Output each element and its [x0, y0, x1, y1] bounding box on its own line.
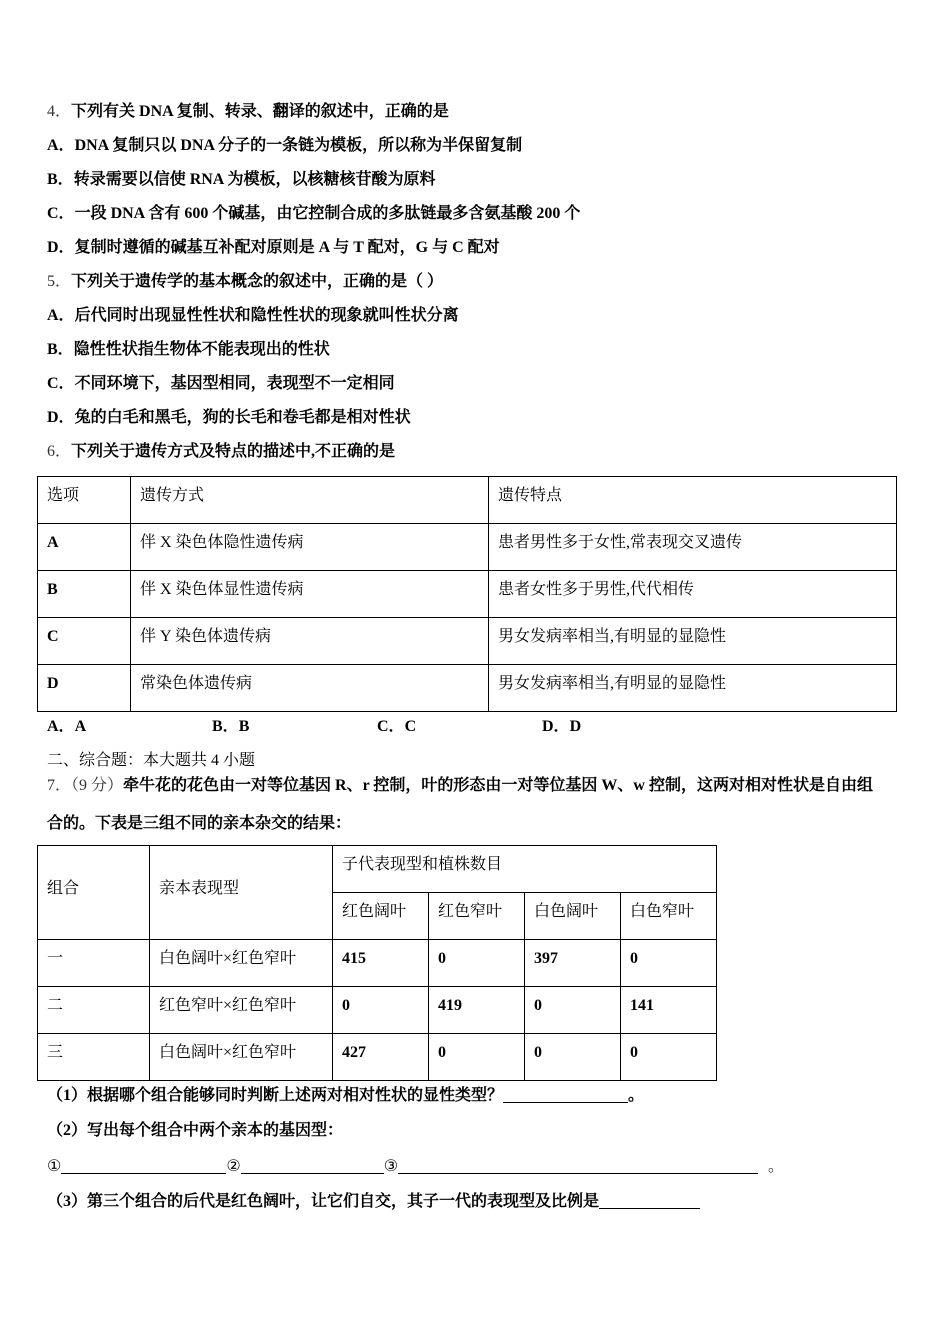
- q6-options: [47, 717, 707, 737]
- option-text: A: [74, 718, 87, 735]
- q5-option-d: [47, 408, 411, 428]
- sub-question-label: （3）: [47, 1193, 88, 1210]
- table-cell-mode: 伴 Y 染色体遗传病: [131, 618, 489, 665]
- table-cell-feature: 患者男性多于女性,常表现交叉遗传: [489, 524, 897, 571]
- question-7-line-2: 合的。下表是三组不同的亲本杂交的结果：: [47, 815, 352, 832]
- option-label: D．: [47, 409, 75, 426]
- header-cell-feature: 遗传特点: [489, 477, 897, 524]
- table-cell-option: C: [38, 618, 131, 665]
- option-text: C: [404, 718, 417, 735]
- option-label: B．: [212, 718, 239, 735]
- option-text: 转录需要以信使 RNA 为模板，以核糖核苷酸为原料: [73, 171, 436, 188]
- table-header-row: [38, 477, 897, 524]
- sub-question-text: 第三个组合的后代是红色阔叶，让它们自交，其子一代的表现型及比例是: [87, 1193, 600, 1210]
- table-row: [38, 1034, 717, 1081]
- question-4: [47, 102, 449, 122]
- option-text: 一段 DNA 含有 600 个碱基，由它控制合成的多肽链最多含氨基酸 200 个: [74, 205, 581, 222]
- answer-blank: [398, 1158, 758, 1174]
- table-cell-option: D: [38, 665, 131, 712]
- section-title: 二、综合题：本大题共 4 小题: [47, 752, 256, 769]
- sub-question-label: （1）: [47, 1087, 88, 1104]
- table-row: [38, 940, 717, 987]
- question-stem: 下列关于遗传学的基本概念的叙述中，正确的是（ ）: [71, 273, 444, 290]
- q4-option-c: [47, 204, 580, 224]
- q5-option-b: [47, 340, 330, 360]
- table-cell-count: 415: [333, 940, 429, 987]
- answer-mark-3: ③: [383, 1158, 399, 1175]
- q6-option-a: [47, 717, 212, 737]
- header-cell-phenotype: 红色阔叶: [333, 893, 429, 940]
- q4-option-d: [47, 238, 500, 258]
- table-cell-mode: 常染色体遗传病: [131, 665, 489, 712]
- answer-blank: [241, 1158, 384, 1174]
- table-cell-count: 397: [525, 940, 621, 987]
- table-cell-group: 二: [38, 987, 150, 1034]
- sub-question-text: 写出每个组合中两个亲本的基因型：: [87, 1122, 344, 1139]
- table-cell-option: A: [38, 524, 131, 571]
- option-text: 隐性性状指生物体不能表现出的性状: [73, 341, 330, 358]
- option-label: C．: [377, 718, 405, 735]
- answer-mark-1: ①: [47, 1158, 62, 1175]
- q6-option-b: [212, 717, 377, 737]
- sub-question-end: 。: [628, 1087, 645, 1104]
- question-6: [47, 442, 395, 462]
- question-stem: 下列关于遗传方式及特点的描述中,不正确的是: [71, 443, 396, 460]
- table-cell-parents: 白色阔叶×红色窄叶: [150, 940, 333, 987]
- table-cell-count: 427: [333, 1034, 429, 1081]
- question-7-line-1: [47, 776, 873, 796]
- q5-option-a: [47, 306, 459, 326]
- answer-blank: [61, 1158, 226, 1174]
- question-stem: 牵牛花的花色由一对等位基因 R、r 控制，叶的形态由一对等位基因 W、w 控制，这两对相对性状是自由组: [123, 777, 873, 794]
- table-cell-parents: 红色窄叶×红色窄叶: [150, 987, 333, 1034]
- option-text: 兔的白毛和黑毛，狗的长毛和卷毛都是相对性状: [74, 409, 411, 426]
- option-label: A．: [47, 718, 75, 735]
- inheritance-table: [37, 476, 897, 712]
- table-cell-count: 0: [525, 1034, 621, 1081]
- option-text: 不同环境下，基因型相同，表现型不一定相同: [74, 375, 395, 392]
- table-cell-count: 0: [333, 987, 429, 1034]
- option-label: C．: [47, 205, 75, 222]
- option-text: DNA 复制只以 DNA 分子的一条链为模板，所以称为半保留复制: [74, 137, 523, 154]
- table-cell-count: 0: [429, 940, 525, 987]
- q5-option-c: [47, 374, 395, 394]
- answers-end: 。: [768, 1158, 785, 1175]
- header-cell-phenotype: 红色窄叶: [429, 893, 525, 940]
- table-cell-count: 0: [621, 940, 717, 987]
- table-cell-feature: 男女发病率相当,有明显的显隐性: [489, 665, 897, 712]
- option-text: 后代同时出现显性性状和隐性性状的现象就叫性状分离: [74, 307, 459, 324]
- table-row: [38, 618, 897, 665]
- header-cell-option: 选项: [38, 477, 131, 524]
- option-label: B．: [47, 341, 74, 358]
- question-number: 7．: [47, 777, 72, 794]
- table-cell-count: 141: [621, 987, 717, 1034]
- table-row: [38, 987, 717, 1034]
- answer-blank: [599, 1193, 700, 1209]
- table-cell-count: 419: [429, 987, 525, 1034]
- header-cell-parents: 亲本表现型: [150, 846, 333, 940]
- question-stem: 下列有关 DNA 复制、转录、翻译的叙述中，正确的是: [71, 103, 449, 120]
- header-cell-mode: 遗传方式: [131, 477, 489, 524]
- question-score: （9 分）: [71, 777, 124, 794]
- header-cell-phenotype: 白色阔叶: [525, 893, 621, 940]
- sub-question-3: [47, 1192, 700, 1212]
- table-row: [38, 571, 897, 618]
- q4-option-a: [47, 136, 522, 156]
- answer-mark-2: ②: [226, 1158, 241, 1175]
- table-cell-mode: 伴 X 染色体显性遗传病: [131, 571, 489, 618]
- q6-option-d: [542, 717, 707, 737]
- option-label: D．: [542, 718, 570, 735]
- question-number: 6．: [47, 443, 72, 460]
- table-cell-mode: 伴 X 染色体隐性遗传病: [131, 524, 489, 571]
- cross-results-table: [37, 845, 717, 1081]
- option-text: B: [238, 718, 250, 735]
- table-cell-count: 0: [621, 1034, 717, 1081]
- option-label: A．: [47, 307, 75, 324]
- table-cell-option: B: [38, 571, 131, 618]
- table-cell-group: 一: [38, 940, 150, 987]
- header-cell-group: 组合: [38, 846, 150, 940]
- sub-question-label: （2）: [47, 1122, 88, 1139]
- genotype-answers: [47, 1157, 784, 1177]
- table-row: [38, 665, 897, 712]
- option-label: C．: [47, 375, 75, 392]
- sub-question-2: [47, 1121, 343, 1141]
- option-label: B．: [47, 171, 74, 188]
- header-cell-phenotype: 白色窄叶: [621, 893, 717, 940]
- question-number: 4．: [47, 103, 72, 120]
- q4-option-b: [47, 170, 435, 190]
- table-cell-parents: 白色阔叶×红色窄叶: [150, 1034, 333, 1081]
- table-cell-feature: 患者女性多于男性,代代相传: [489, 571, 897, 618]
- sub-question-text: 根据哪个组合能够同时判断上述两对相对性状的显性类型？: [87, 1087, 504, 1104]
- table-header-row: [38, 846, 717, 893]
- table-cell-feature: 男女发病率相当,有明显的显隐性: [489, 618, 897, 665]
- table-row: [38, 524, 897, 571]
- header-cell-offspring: 子代表现型和植株数目: [333, 846, 717, 893]
- table-cell-group: 三: [38, 1034, 150, 1081]
- question-number: 5．: [47, 273, 72, 290]
- answer-blank: [503, 1087, 628, 1103]
- table-cell-count: 0: [429, 1034, 525, 1081]
- sub-question-1: [47, 1086, 644, 1106]
- option-label: A．: [47, 137, 75, 154]
- option-text: D: [569, 718, 582, 735]
- option-label: D．: [47, 239, 75, 256]
- question-5: [47, 272, 443, 292]
- table-cell-count: 0: [525, 987, 621, 1034]
- option-text: 复制时遵循的碱基互补配对原则是 A 与 T 配对，G 与 C 配对: [74, 239, 500, 256]
- q6-option-c: [377, 717, 542, 737]
